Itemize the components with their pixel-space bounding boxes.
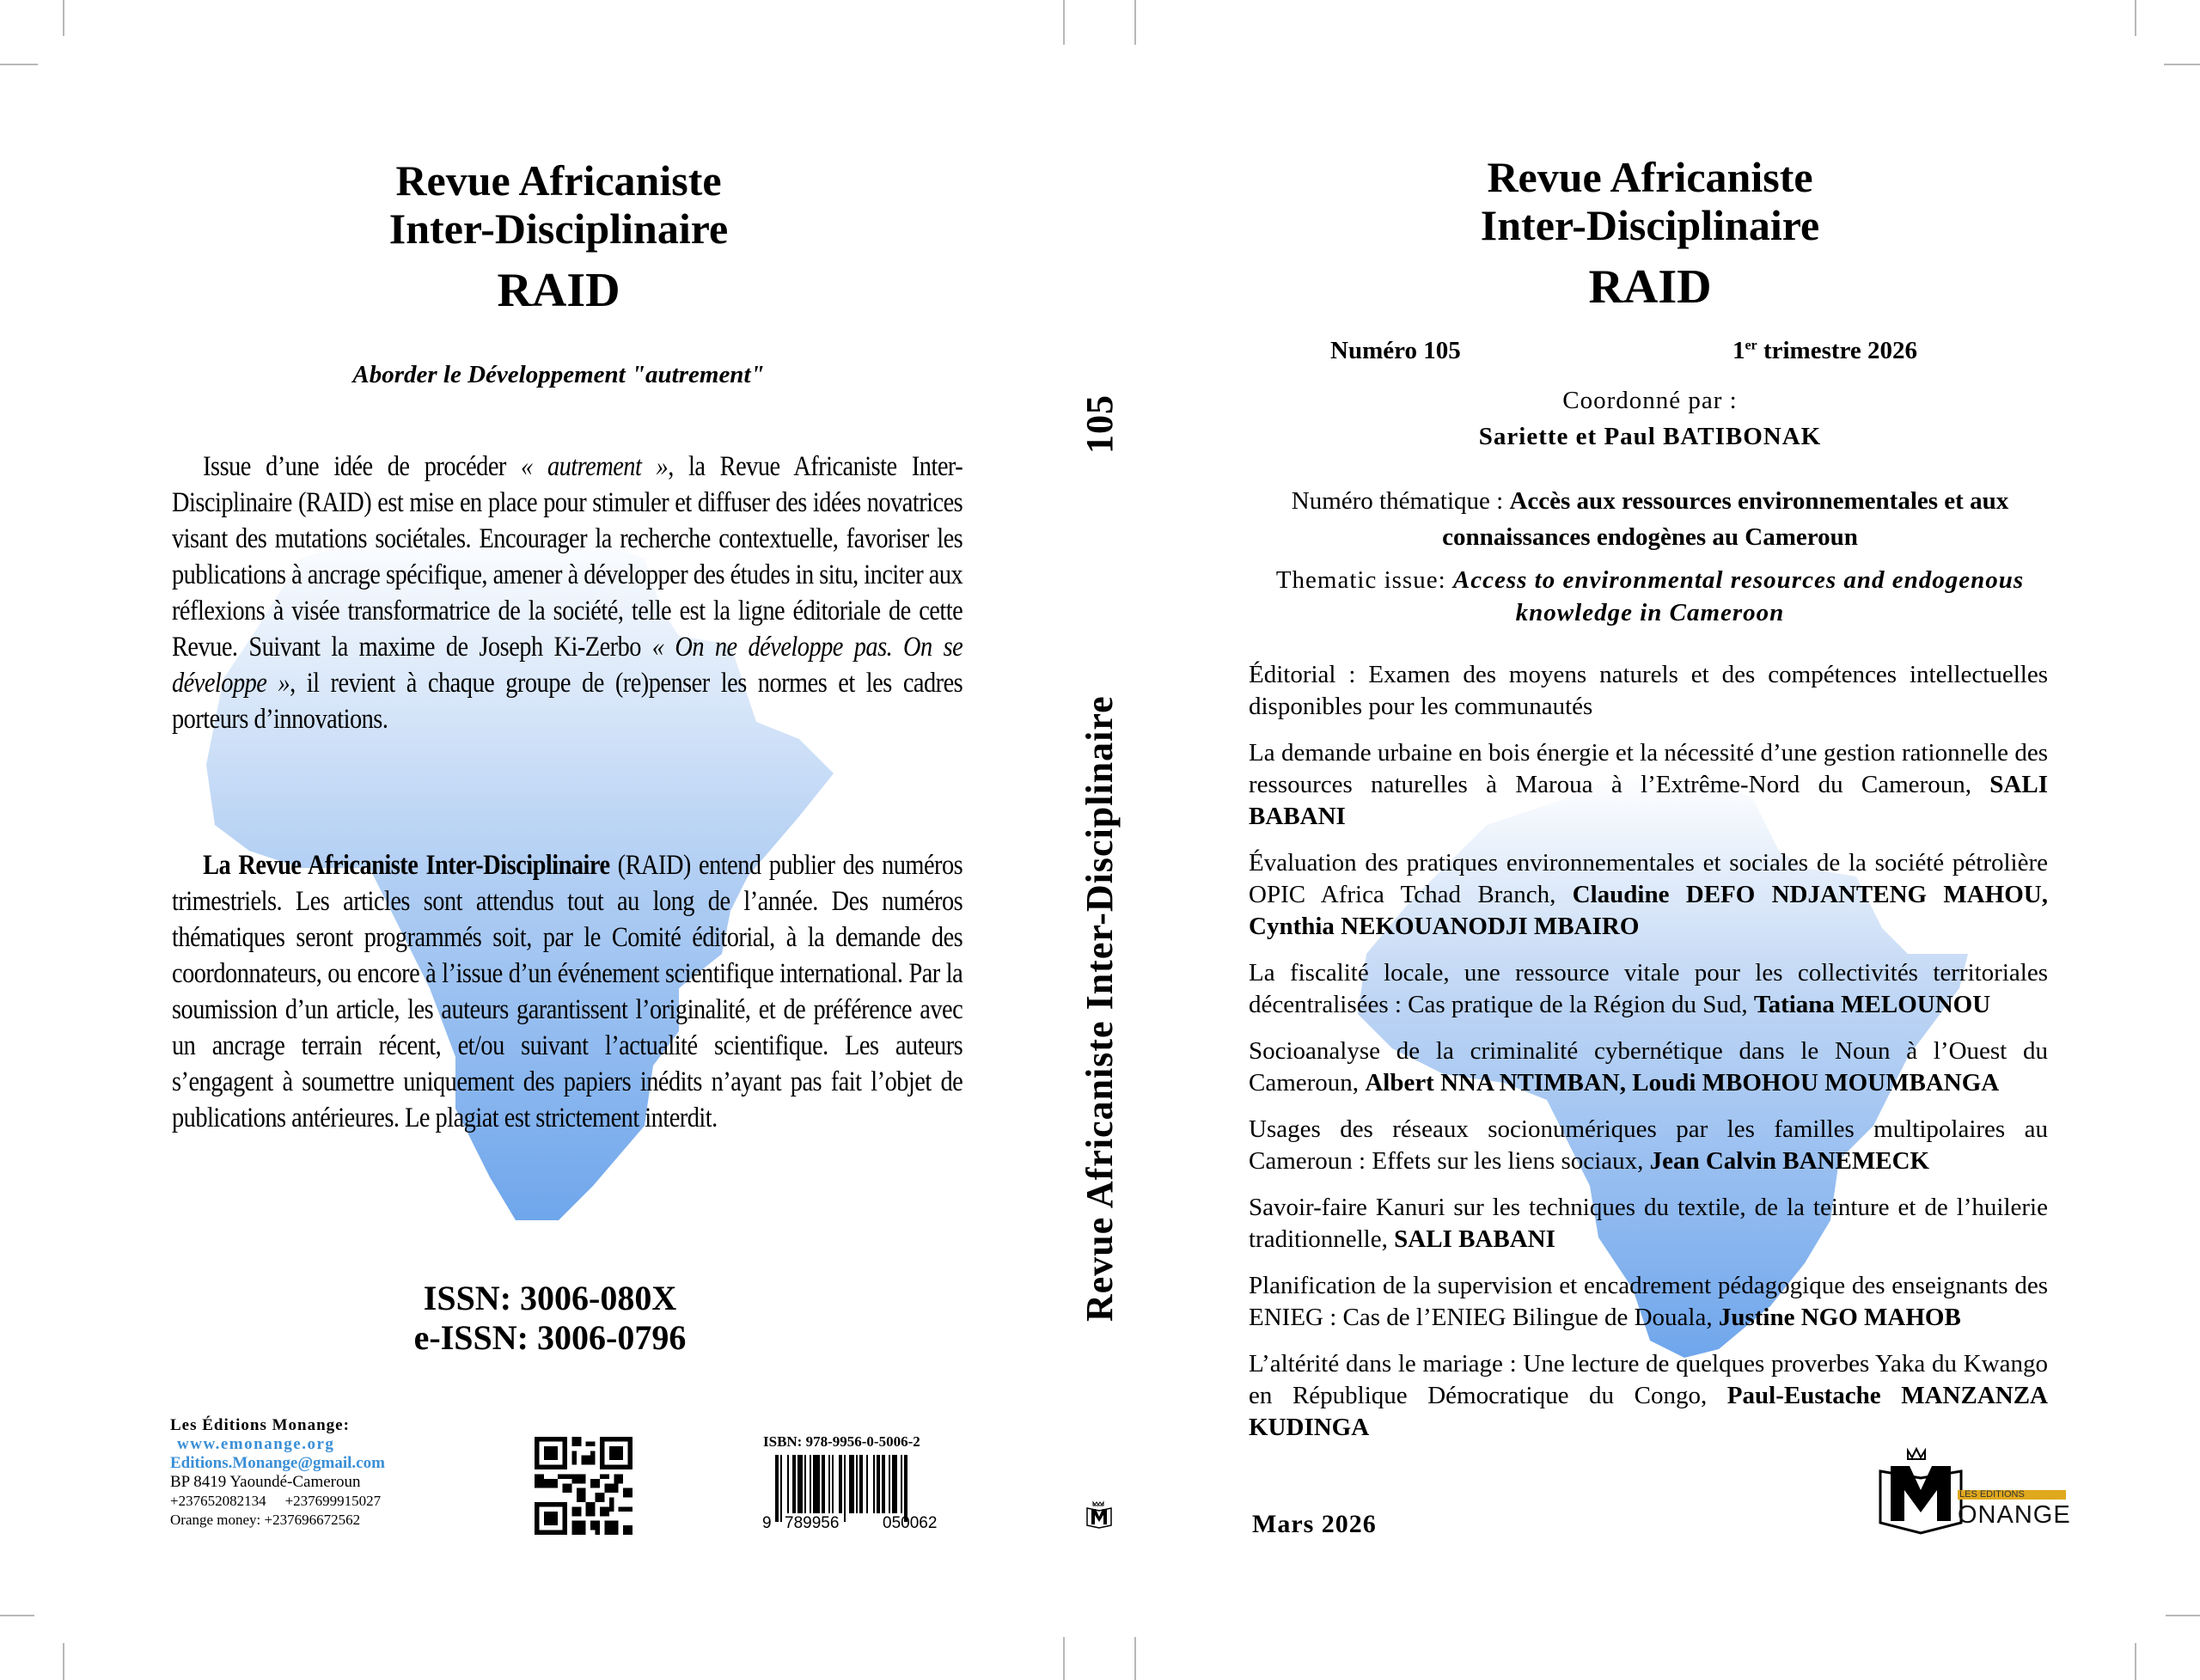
para2-bold: La Revue Africaniste Inter-Disciplinaire (203, 850, 610, 881)
toc-article-authors: Jean Calvin BANEMECK (1649, 1147, 1930, 1175)
theme-english (1263, 564, 2037, 629)
barcode-bar (798, 1455, 803, 1513)
table-of-contents (1249, 659, 2048, 1458)
toc-article-authors: Paul-Eustache MANZANZA KUDINGA (1249, 1382, 2048, 1441)
barcode-bar (889, 1455, 890, 1513)
spine-monange-logo-icon (1085, 1500, 1114, 1529)
back-title-line2: Inter-Disciplinaire (388, 205, 729, 253)
quarter-rest: trimestre 2026 (1757, 337, 1917, 364)
barcode-bar (882, 1455, 885, 1513)
orange-money: Orange money: +237696672562 (170, 1512, 361, 1528)
theme-french (1246, 483, 2054, 555)
barcode-bar (901, 1455, 902, 1513)
toc-article-title: Planification de la supervision et encadrement pédagogique des enseignants des ENIEG : Cas de l’ENIEG Bilingue de Douala, (1249, 1272, 2048, 1331)
monange-book-crown-icon (1873, 1437, 1968, 1540)
publisher-phones (170, 1492, 428, 1511)
barcode-bar (892, 1455, 897, 1513)
toc-article (1249, 1270, 2048, 1334)
para2-text: (RAID) entend publier des numéros trimestriels. Les articles sont attendus tout au long de l’année. Des numéros thématiques seront programmés soit, par le Comité éditorial, à la demande des coordonnateurs, ou encore à l’issue d’un événement scientifique international. Par la soumission d’un article, les auteurs garantissent l’originalité, et de préférence avec un ancrage terrain récent, et/ou suivant l’actualité scientifique. Les auteurs s’engagent à soumettre uniquement des papiers inédits n’ayant pas fait l’objet de publications antérieures. Le plagiat est strictement interdit. (172, 850, 963, 1133)
barcode-bar (904, 1455, 908, 1522)
toc-article (1249, 1114, 2048, 1177)
qr-code[interactable] (535, 1437, 632, 1535)
barcode-bar (856, 1455, 858, 1513)
publisher-email-link[interactable]: Editions.Monange@gmail.com (170, 1454, 385, 1472)
barcode-bar (813, 1455, 820, 1513)
monange-logo-big-text: ONANGE (1958, 1501, 2071, 1529)
toc-article-authors: Tatiana MELOUNOU (1753, 991, 1991, 1018)
crop-mark (0, 64, 38, 65)
barcode-bar (828, 1455, 830, 1513)
front-title-line1: Revue Africaniste (1487, 153, 1813, 201)
toc-article-title: La demande urbaine en bois énergie et la nécessité d’une gestion rationnelle des ressources naturelles à Maroua à l’Extrême-Nord du Cameroun, (1249, 739, 2048, 798)
barcode-digit-group1: 789956 (785, 1514, 840, 1532)
issue-quarter (1732, 337, 1917, 365)
toc-article-authors: SALI BABANI (1394, 1225, 1555, 1253)
toc-article-authors: SALI BABANI (1249, 771, 2048, 830)
quarter-num: 1 (1732, 337, 1745, 364)
theme-en-label: Thematic issue: (1275, 566, 1453, 594)
theme-en-text: Access to environmental resources and endogenous knowledge in Cameroon (1452, 566, 2025, 626)
toc-article-authors: Claudine DEFO NDJANTENG MAHOU, Cynthia NEKOUANODJI MBAIRO (1249, 881, 2048, 940)
issn: ISSN: 3006-080X (423, 1279, 677, 1317)
monange-logo (1873, 1437, 2071, 1540)
toc-article-title: Éditorial : Examen des moyens naturels et des compétences intellectuelles disponibles pour les communautés (1249, 661, 2048, 720)
issue-number: Numéro 105 (1330, 337, 1461, 364)
crop-mark (1063, 0, 1065, 45)
barcode-bar (839, 1455, 842, 1513)
crop-mark (2135, 0, 2136, 36)
para1-text: Issue d’une idée de procéder (203, 451, 522, 482)
e-issn: e-ISSN: 3006-0796 (413, 1318, 687, 1357)
toc-article (1249, 847, 2048, 943)
barcode-bar (844, 1455, 846, 1522)
theme-fr-label: Numéro thématique : (1291, 487, 1510, 515)
phone-2: +237699915027 (284, 1493, 382, 1509)
coordinated-by-label: Coordonné par : (1562, 387, 1738, 414)
barcode-bar (866, 1455, 868, 1513)
crop-mark (63, 1643, 64, 1680)
publisher-contact (170, 1416, 428, 1530)
spine-text (1066, 376, 1134, 1322)
publisher-address: BP 8419 Yaoundé-Cameroun (170, 1473, 361, 1491)
crop-mark (2166, 1615, 2200, 1616)
para1-text: , il revient à chaque groupe de (re)penser les normes et les cadres porteurs d’innovations. (172, 668, 963, 735)
isbn-label: ISBN: 978-9956-0-5006-2 (763, 1433, 920, 1450)
spine-issue-number: 105 (1079, 394, 1121, 454)
toc-article (1249, 957, 2048, 1021)
front-title-line2: Inter-Disciplinaire (1480, 201, 1820, 249)
toc-article (1249, 1192, 2048, 1255)
crop-mark (63, 0, 64, 36)
toc-article-title: Savoir-faire Kanuri sur les techniques du textile, de la teinture et de l’huilerie traditionnelle, (1249, 1194, 2048, 1253)
back-description-paragraph-2 (172, 847, 962, 1136)
para1-quote: « autrement » (521, 451, 669, 482)
toc-article (1249, 1035, 2048, 1099)
quarter-sup: er (1745, 338, 1757, 353)
coordinators: Sariette et Paul BATIBONAK (1478, 423, 1822, 450)
barcode-bar (859, 1455, 863, 1513)
monange-logo-small-text: LES EDITIONS (1959, 1489, 2025, 1500)
publisher-website-link[interactable]: www.emonange.org (177, 1435, 335, 1453)
crop-mark (2135, 1643, 2136, 1680)
spine-title: Revue Africaniste Inter-Disciplinaire (1079, 695, 1121, 1322)
barcode-bar (873, 1455, 875, 1513)
crop-mark (0, 1615, 34, 1616)
publisher-name: Les Éditions Monange: (170, 1416, 350, 1434)
toc-article-title: Évaluation des pratiques environnementales et sociales de la société pétrolière OPIC Africa Tchad Branch, (1249, 849, 2048, 908)
back-tagline: Aborder le Développement "autrement" (352, 361, 765, 388)
barcode-bar (780, 1455, 782, 1522)
toc-article-title: L’altérité dans le mariage : Une lecture de quelques proverbes Yaka du Kwango en République Démocratique du Congo, (1249, 1350, 2048, 1409)
barcode-bar (792, 1455, 796, 1513)
theme-fr-text: Accès aux ressources environnementales et aux connaissances endogènes au Cameroun (1442, 487, 2009, 551)
toc-article-authors: Justine NGO MAHOB (1718, 1304, 1961, 1331)
barcode-bar (810, 1455, 811, 1513)
toc-article-authors: Albert NNA NTIMBAN, Loudi MBOHOU MOUMBANGA (1365, 1069, 2000, 1097)
toc-article (1249, 737, 2048, 833)
back-description-paragraph-1 (172, 449, 962, 737)
phone-1: +237652082134 (170, 1493, 266, 1509)
para1-text: , la Revue Africaniste Inter-Disciplinaire (RAID) est mise en place pour stimuler et diffuser des idées novatrices visant des mutations sociétales. Encourager la recherche contextuelle, favoriser les publications à ancrage spécifique, amener à développer des études in situ, inciter aux réflexions à visée transformatrice de la société, telle est la ligne éditoriale de cette Revue. Suivant la maxime de Joseph Ki-Zerbo (172, 451, 963, 663)
toc-article-title: Socioanalyse de la criminalité cybernétique dans le Noun à l’Ouest du Cameroun, (1249, 1037, 2048, 1097)
barcode-digit-group2: 050062 (883, 1514, 938, 1532)
barcode-digits (762, 1514, 956, 1533)
toc-article-title: Usages des réseaux socionumériques par les familles multipolaires au Cameroun : Effets sur les liens sociaux, (1249, 1115, 2048, 1175)
crop-mark (1134, 0, 1136, 45)
toc-article-title: La fiscalité locale, une ressource vitale pour les collectivités territoriales décentralisées : Cas pratique de la Région du Sud, (1249, 959, 2048, 1018)
isbn-barcode (775, 1455, 947, 1522)
crop-mark (1134, 1637, 1136, 1680)
barcode-bar (787, 1455, 789, 1513)
barcode-bar (822, 1455, 825, 1513)
barcode-bar (877, 1455, 880, 1513)
barcode-bar (849, 1455, 854, 1513)
front-title-acronym: RAID (1588, 260, 1712, 314)
barcode-bar (832, 1455, 834, 1513)
crop-mark (1063, 1637, 1065, 1680)
barcode-bar (804, 1455, 806, 1513)
barcode-bar (775, 1455, 779, 1522)
para1-maxim: « On ne développe pas. On se développe » (172, 632, 963, 699)
crop-mark (2164, 64, 2200, 65)
toc-article (1249, 659, 2048, 723)
publication-date: Mars 2026 (1252, 1510, 1377, 1538)
toc-article (1249, 1348, 2048, 1444)
back-title-line1: Revue Africaniste (395, 156, 722, 205)
barcode-digit-first: 9 (762, 1514, 772, 1532)
back-title-acronym: RAID (497, 264, 620, 317)
